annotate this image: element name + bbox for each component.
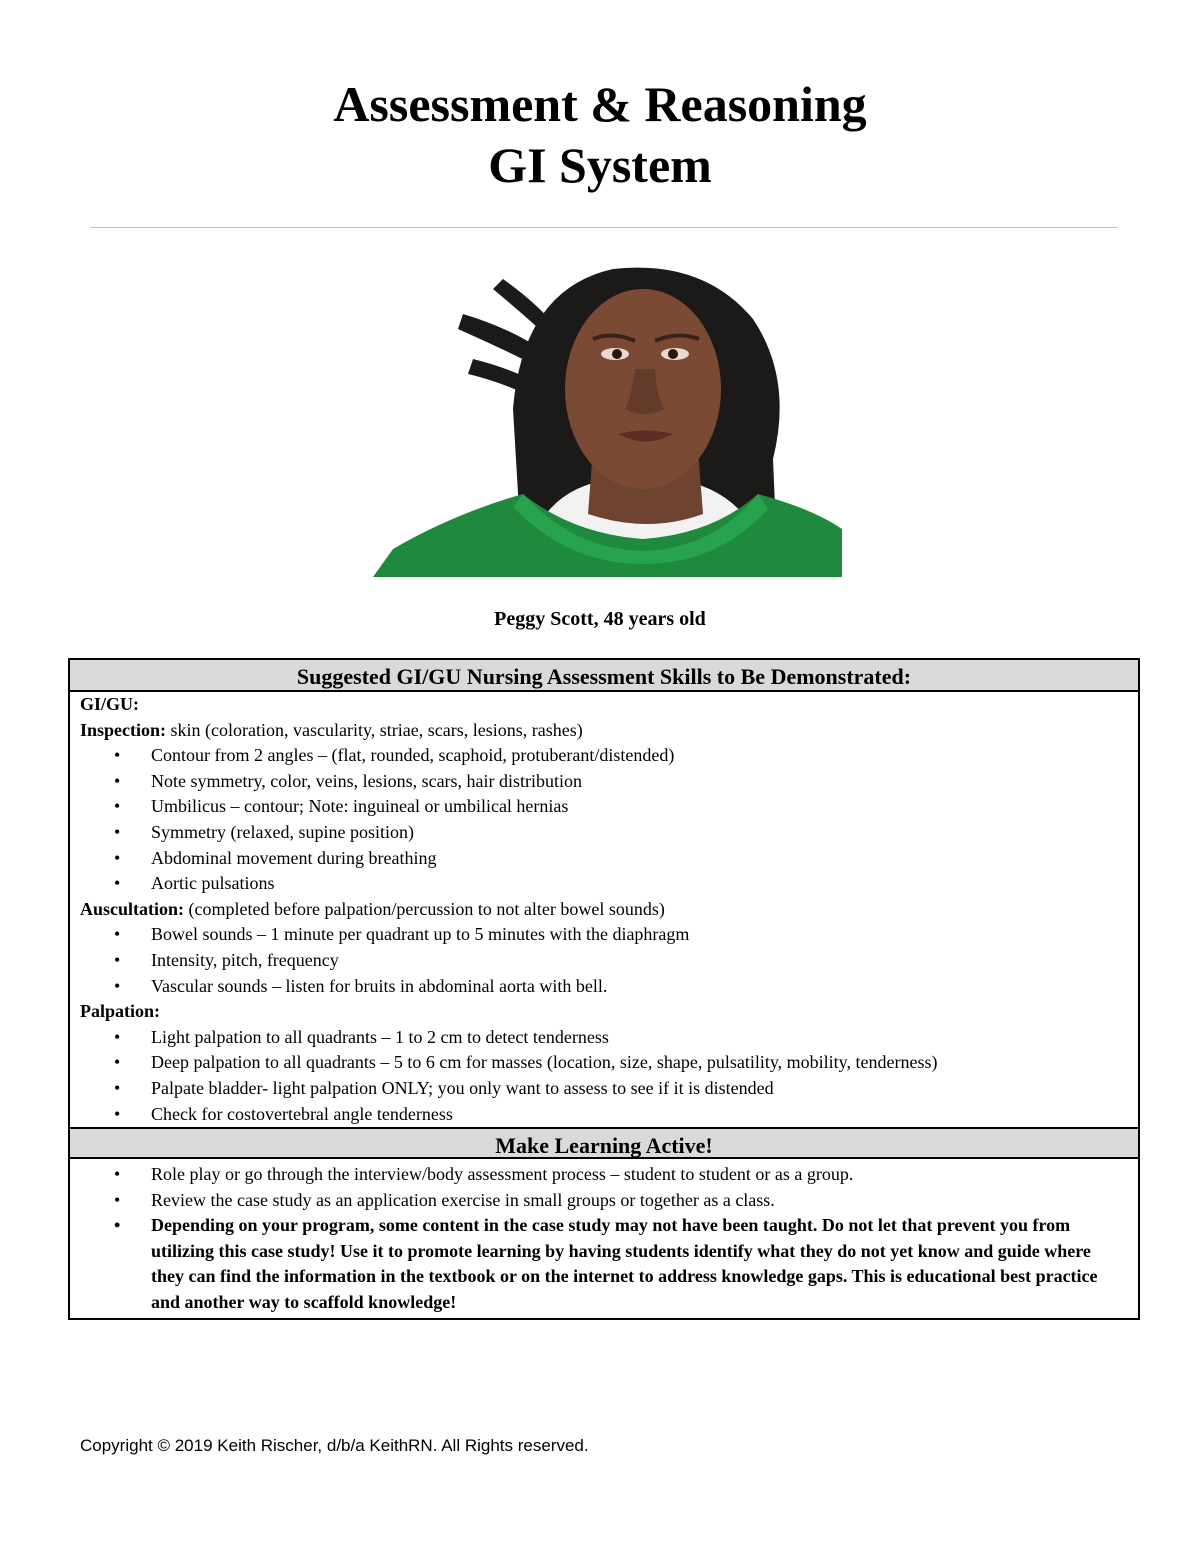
- list-item: • Check for costovertebral angle tenderness: [80, 1102, 1128, 1128]
- title-line-2: GI System: [488, 137, 712, 193]
- inspection-list: [80, 743, 1128, 897]
- skills-box: [68, 658, 1140, 1320]
- active-learning-header: Make Learning Active!: [70, 1127, 1138, 1159]
- list-item: • Symmetry (relaxed, supine position): [80, 820, 1128, 846]
- skills-header: Suggested GI/GU Nursing Assessment Skills to Be Demonstrated:: [70, 660, 1138, 692]
- system-label: GI/GU:: [80, 694, 140, 714]
- list-item: • Deep palpation to all quadrants – 5 to 6 cm for masses (location, size, shape, pulsatility, mobility, tenderness): [80, 1050, 1128, 1076]
- list-item: • Role play or go through the interview/body assessment process – student to student or as a group.: [80, 1162, 1128, 1188]
- inspection-label: Inspection:: [80, 719, 167, 740]
- list-item: • Palpate bladder- light palpation ONLY; you only want to assess to see if it is distended: [80, 1076, 1128, 1102]
- list-item: • Vascular sounds – listen for bruits in abdominal aorta with bell.: [80, 974, 1128, 1000]
- skills-body: [70, 692, 1138, 1127]
- list-item: • Review the case study as an application exercise in small groups or together as a class.: [80, 1188, 1128, 1214]
- list-item: • Intensity, pitch, frequency: [80, 948, 1128, 974]
- patient-caption: Peggy Scott, 48 years old: [494, 608, 706, 630]
- list-item: • Aortic pulsations: [80, 871, 1128, 897]
- auscultation-label: Auscultation:: [80, 898, 185, 919]
- auscultation-text: (completed before palpation/percussion to not alter bowel sounds): [184, 898, 665, 919]
- palpation-list: [80, 1025, 1128, 1127]
- list-item: • Bowel sounds – 1 minute per quadrant up to 5 minutes with the diaphragm: [80, 922, 1128, 948]
- list-item: • Note symmetry, color, veins, lesions, scars, hair distribution: [80, 769, 1128, 795]
- palpation-label: Palpation:: [80, 1001, 161, 1022]
- copyright-footer: Copyright © 2019 Keith Rischer, d/b/a KeithRN. All Rights reserved.: [80, 1436, 589, 1455]
- title-line-1: Assessment & Reasoning: [333, 76, 867, 132]
- auscultation-list: [80, 922, 1128, 999]
- list-item: • Light palpation to all quadrants – 1 to 2 cm to detect tenderness: [80, 1025, 1128, 1051]
- inspection-line: [80, 718, 1128, 744]
- list-item: • Contour from 2 angles – (flat, rounded, scaphoid, protuberant/distended): [80, 743, 1128, 769]
- header-divider: [90, 227, 1118, 228]
- list-item: • Umbilicus – contour; Note: inguineal or umbilical hernias: [80, 794, 1128, 820]
- auscultation-line: [80, 897, 1128, 923]
- list-item: • Abdominal movement during breathing: [80, 846, 1128, 872]
- active-learning-body: [70, 1159, 1138, 1318]
- list-item: • Depending on your program, some content in the case study may not have been taught. Do not let that prevent you from utilizing this case study! Use it to promote learning by having students identify what they do not yet know and guide where they can find the information in the textbook or on the internet to address knowledge gaps. This is educational best practice and another way to scaffold knowledge!: [80, 1213, 1128, 1315]
- active-learning-list: [80, 1162, 1128, 1316]
- patient-portrait-icon: [373, 259, 842, 577]
- inspection-text: skin (coloration, vascularity, striae, scars, lesions, rashes): [166, 719, 583, 740]
- page-title: [0, 74, 1200, 196]
